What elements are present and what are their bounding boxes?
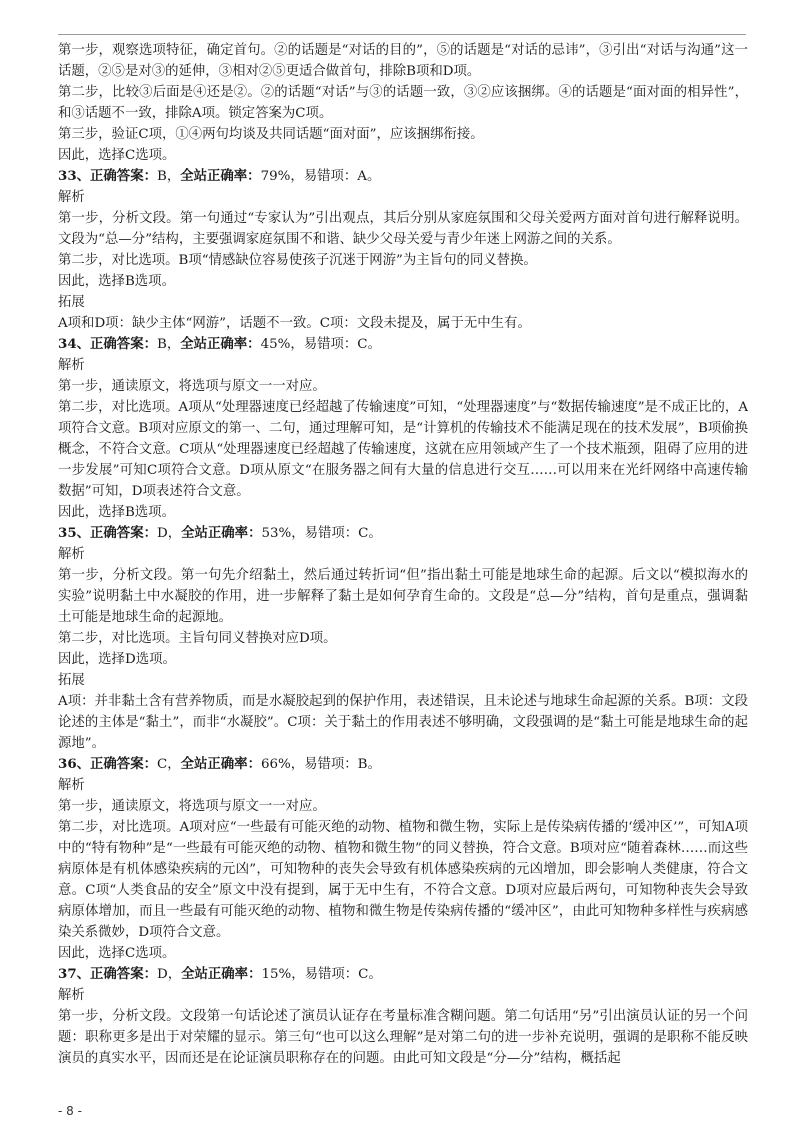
answer-heading xyxy=(58,166,748,187)
accuracy-label: 全站正确率： xyxy=(180,168,261,184)
answer-heading xyxy=(58,334,748,355)
accuracy-value: 45%，易错项：C。 xyxy=(260,337,381,352)
paragraph: 第二步，对比选项。A项从“处理器速度已经超越了传输速度”可知，“处理器速度”与“数据传输速度”是不成正比的，A项符合文意。B项对应原文的第一、二句，通过理解可知，是“计算机的传输技术不能满足现在的技术发展”，B项偷换概念，不符合文意。C项从“处理器速度已经超越了传输速度，这就在应用领域产生了一个技术瓶颈，阻碍了应用的进一步发展”可知C项符合文意。D项从原文“在服务器之间有大量的信息进行交互……可以用来在光纤网络中高速传输数据”可知，D项表述符合文意。 xyxy=(58,400,748,499)
paragraph: 解析 xyxy=(58,988,85,1003)
accuracy-value: 79%，易错项：A。 xyxy=(260,169,381,184)
accuracy-label: 全站正确率： xyxy=(180,756,261,772)
accuracy-label: 全站正确率： xyxy=(180,336,261,352)
answer-heading xyxy=(58,523,748,544)
accuracy-label: 全站正确率： xyxy=(181,966,262,982)
paragraph: 因此，选择C选项。 xyxy=(58,946,176,961)
paragraph: 拓展 xyxy=(58,295,85,310)
paragraph: 第一步，通读原文，将选项与原文一一对应。 xyxy=(58,379,326,394)
paragraph: 解析 xyxy=(58,547,85,562)
accuracy-value: 15%，易错项：C。 xyxy=(261,967,382,982)
answer-value: D， xyxy=(156,526,182,541)
paragraph: 因此，选择C选项。 xyxy=(58,148,176,163)
paragraph: 第一步，分析文段。文段第一句话论述了演员认证存在考量标准含糊问题。第二句话用“另”引出演员认证的另一个问题：职称更多是出于对荣耀的显示。第三句“也可以这么理解”是对第二句的进一步补充说明，强调的是职称不能反映演员的真实水平，因而还是在论证演员职称存在的问题。由此可知文段是“分—分”结构，概括起 xyxy=(58,1009,748,1066)
answer-heading xyxy=(58,964,748,985)
answer-value: D， xyxy=(156,967,182,982)
paragraph: 第一步，分析文段。第一句通过“专家认为”引出观点，其后分别从家庭氛围和父母关爱两方面对首句进行解释说明。文段为“总—分”结构，主要强调家庭氛围不和谐、缺少父母关爱与青少年迷上网游之间的关系。 xyxy=(58,211,748,247)
paragraph: 因此，选择B选项。 xyxy=(58,274,175,289)
paragraph: 解析 xyxy=(58,190,85,205)
answer-value: B， xyxy=(156,337,181,352)
paragraph: 第一步，分析文段。第一句先介绍黏土，然后通过转折词“但”指出黏土可能是地球生命的起源。后文以“模拟海水的实验”说明黏土中水凝胶的作用，进一步解释了黏土是如何孕育生命的。文段是“总—分”结构，首句是重点，强调黏土可能是地球生命的起源地。 xyxy=(58,568,748,625)
answer-label: 36、正确答案： xyxy=(58,756,157,772)
paragraph: 第一步，观察选项特征，确定首句。②的话题是“对话的目的”，⑤的话题是“对话的忌讳”，③引出“对话与沟通”这一话题，②⑤是对③的延伸，③相对②⑤更适合做首句，排除B项和D项。 xyxy=(58,43,748,79)
accuracy-value: 66%，易错项：B。 xyxy=(260,757,381,772)
paragraph: 第二步，对比选项。主旨句同义替换对应D项。 xyxy=(58,631,337,646)
answer-heading xyxy=(58,754,748,775)
paragraph: 解析 xyxy=(58,358,85,373)
page-number: - 8 - xyxy=(58,1104,82,1118)
document-body xyxy=(58,40,748,1069)
answer-label: 34、正确答案： xyxy=(58,336,157,352)
paragraph: 第一步，通读原文，将选项与原文一一对应。 xyxy=(58,799,326,814)
answer-value: C， xyxy=(156,757,181,772)
accuracy-label: 全站正确率： xyxy=(181,525,262,541)
paragraph: A项：并非黏土含有营养物质，而是水凝胶起到的保护作用，表述错误，且未论述与地球生命起源的关系。B项：文段论述的主体是“黏土”，而非“水凝胶”。C项：关于黏土的作用表述不够明确，文段强调的是“黏土可能是地球生命的起源地”。 xyxy=(58,694,748,751)
paragraph: 第二步，对比选项。A项对应“一些最有可能灭绝的动物、植物和微生物，实际上是传染病传播的‘缓冲区’”，可知A项中的“特有物种”是“一些最有可能灭绝的动物、植物和微生物”的同义替换，符合文意。B项对应“随着森林……而这些病原体是有机体感染疾病的元凶”，可知物种的丧失会导致有机体感染疾病的元凶增加，即会影响人类健康，符合文意。C项“人类食品的安全”原文中没有提到，属于无中生有，不符合文意。D项对应最后两句，可知物种丧失会导致病原体增加，而且一些最有可能灭绝的动物、植物和微生物是传染病传播的“缓冲区”，由此可知物种多样性与疾病感染关系微妙，D项符合文意。 xyxy=(58,820,748,940)
paragraph: A项和D项：缺少主体“网游”，话题不一致。C项：文段未提及，属于无中生有。 xyxy=(58,316,531,331)
header-rule xyxy=(58,34,746,35)
paragraph: 解析 xyxy=(58,778,85,793)
answer-value: B， xyxy=(156,169,181,184)
answer-label: 33、正确答案： xyxy=(58,168,157,184)
paragraph: 第三步，验证C项，①④两句均谈及共同话题“面对面”，应该捆绑衔接。 xyxy=(58,127,484,142)
paragraph: 第二步，比较③后面是④还是②。②的话题“对话”与③的话题一致，③②应该捆绑。④的话题是“面对面的相异性”，和③话题不一致，排除A项。锁定答案为C项。 xyxy=(58,85,748,121)
accuracy-value: 53%，易错项：C。 xyxy=(261,526,382,541)
answer-label: 35、正确答案： xyxy=(58,525,157,541)
paragraph: 因此，选择D选项。 xyxy=(58,652,176,667)
answer-label: 37、正确答案： xyxy=(58,966,157,982)
paragraph: 因此，选择B选项。 xyxy=(58,505,175,520)
paragraph: 拓展 xyxy=(58,673,85,688)
paragraph: 第二步，对比选项。B项“情感缺位容易使孩子沉迷于网游”为主旨句的同义替换。 xyxy=(58,253,537,268)
